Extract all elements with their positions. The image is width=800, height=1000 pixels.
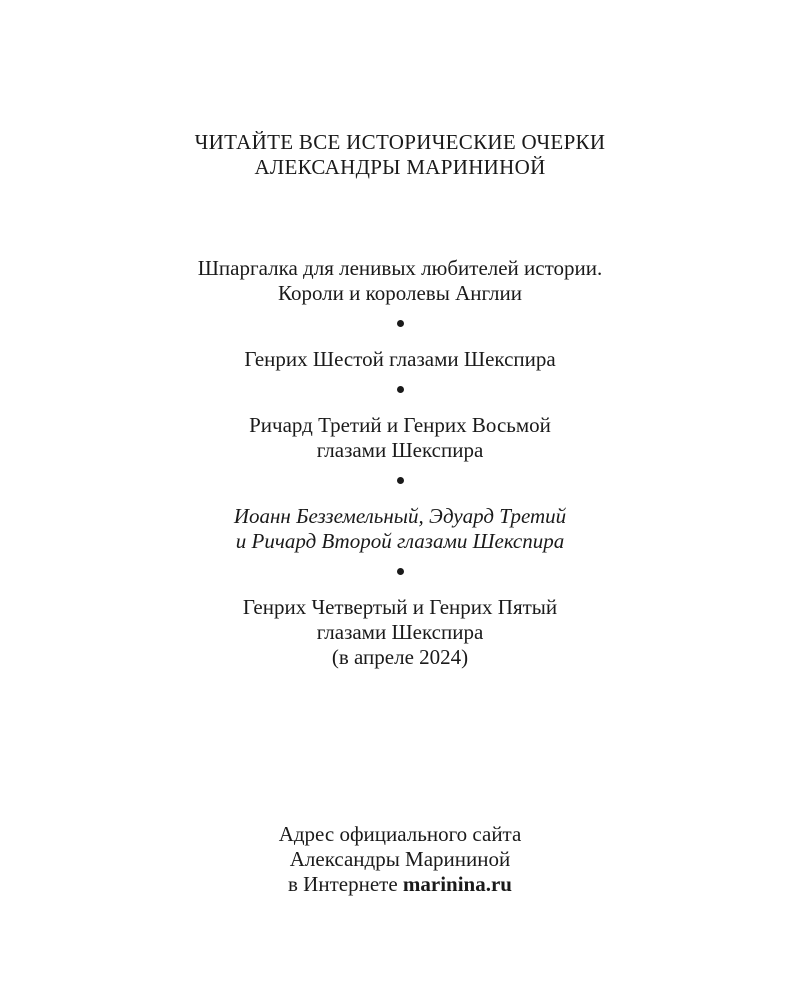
book-title-line: Генрих Шестой глазами Шекспира (244, 347, 556, 371)
book-title-line: глазами Шекспира (316, 620, 484, 644)
website-line-3 (0, 872, 800, 897)
bullet-separator (397, 477, 404, 484)
book-item (0, 413, 800, 463)
website-url: marinina.ru (402, 872, 512, 896)
book-title-line: глазами Шекспира (316, 438, 484, 462)
website-line-1: Адрес официального сайта (278, 822, 522, 846)
book-title-line: Короли и королевы Англии (278, 281, 522, 305)
book-item (0, 504, 800, 554)
bullet-separator (397, 320, 404, 327)
book-title-line: Ричард Третий и Генрих Восьмой (249, 413, 551, 437)
bullet-separator (397, 386, 404, 393)
page-heading (0, 130, 800, 180)
heading-line-1: ЧИТАЙТЕ ВСЕ ИСТОРИЧЕСКИЕ ОЧЕРКИ (194, 130, 606, 154)
website-line-2: Александры Марининой (289, 847, 511, 871)
website-info (0, 822, 800, 897)
book-item (0, 256, 800, 306)
book-title-line: Иоанн Безземельный, Эдуард Третий (233, 504, 567, 528)
book-item (0, 347, 800, 372)
bullet-separator (397, 568, 404, 575)
website-prefix: в Интернете (288, 872, 403, 896)
book-title-line: Генрих Четвертый и Генрих Пятый (242, 595, 558, 619)
heading-line-2: АЛЕКСАНДРЫ МАРИНИНОЙ (254, 155, 546, 179)
book-item (0, 595, 800, 670)
book-release-note: (в апреле 2024) (331, 645, 469, 669)
book-title-line: Шпаргалка для ленивых любителей истории. (197, 256, 603, 280)
book-title-line: и Ричард Второй глазами Шекспира (235, 529, 565, 553)
book-list (0, 256, 800, 670)
